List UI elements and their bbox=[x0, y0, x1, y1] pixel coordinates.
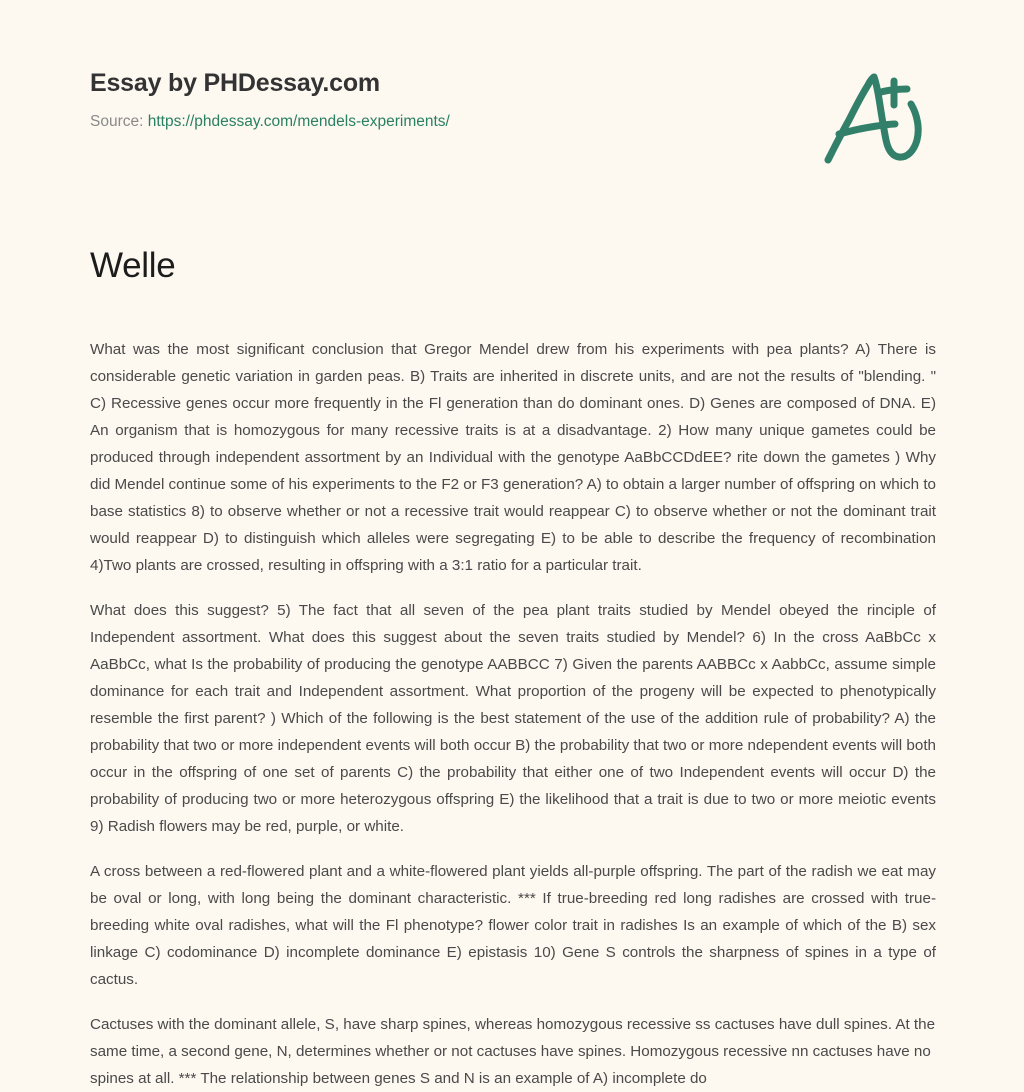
page-title: Welle bbox=[90, 246, 176, 285]
article bbox=[90, 246, 936, 1092]
page-header bbox=[0, 0, 1024, 200]
source-label: Source: bbox=[90, 113, 144, 130]
essay-paragraph: A cross between a red-flowered plant and a white-flowered plant yields all-purple offspring. The part of the radish we eat may be oval or long, with long being the dominant characteristic. *** If true-breeding red long radishes are crossed with true-breeding white oval radishes, what will the Fl phenotype? flower color trait in radishes Is an example of which of the B) sex linkage C) codominance D) incomplete dominance E) epistasis 10) Gene S controls the sharpness of spines in a type of cactus. bbox=[90, 863, 936, 989]
essay-paragraph: Cactuses with the dominant allele, S, have sharp spines, whereas homozygous recessive ss cactuses have dull spines. At the same time, a second gene, N, determines whether or not cactuses have spines. Homozygous recessive nn cactuses have no spines at all. *** The relationship between genes S and N is an example of A) incomplete do bbox=[90, 1016, 936, 1088]
phdessay-a-plus-logo-icon bbox=[818, 64, 928, 168]
site-title: Essay by PHDessay.com bbox=[90, 69, 380, 97]
source-line bbox=[90, 112, 790, 132]
essay-body bbox=[90, 336, 936, 1092]
essay-paragraph: What does this suggest? 5) The fact that all seven of the pea plant traits studied by Mendel obeyed the rinciple of Independent assortment. What does this suggest about the seven traits studied by Mendel? 6) In the cross AaBbCc x AaBbCc, what Is the probability of producing the genotype AABBCC 7) Given the parents AABBCc x AabbCc, assume simple dominance for each trait and Independent assortment. What proportion of the progeny will be expected to phenotypically resemble the first parent? ) Which of the following is the best statement of the use of the addition rule of probability? A) the probability that two or more independent events will both occur B) the probability that two or more ndependent events will both occur in the offspring of one set of parents C) the probability that either one of two Independent events will occur D) the probability of producing two or more heterozygous offspring E) the likelihood that a trait is due to two or more meiotic events 9) Radish flowers may be red, purple, or white. bbox=[90, 602, 936, 836]
header-text-block bbox=[90, 68, 790, 132]
essay-paragraph: What was the most significant conclusion that Gregor Mendel drew from his experiments with pea plants? A) There is considerable genetic variation in garden peas. B) Traits are inherited in discrete units, and are not the results of "blending. " C) Recessive genes occur more frequently in the Fl generation than do dominant ones. D) Genes are composed of DNA. E) An organism that is homozygous for many recessive traits is at a disadvantage. 2) How many unique gametes could be produced through independent assortment by an Individual with the genotype AaBbCCDdEE? rite down the gametes ) Why did Mendel continue some of his experiments to the F2 or F3 generation? A) to obtain a larger number of offspring on which to base statistics 8) to observe whether or not a recessive trait would reappear C) to observe whether or not the dominant trait would reappear D) to distinguish which alleles were segregating E) to be able to describe the frequency of recombination 4)Two plants are crossed, resulting in offspring with a 3:1 ratio for a particular trait. bbox=[90, 341, 936, 575]
source-url-link[interactable]: https://phdessay.com/mendels-experiments/ bbox=[147, 113, 450, 130]
